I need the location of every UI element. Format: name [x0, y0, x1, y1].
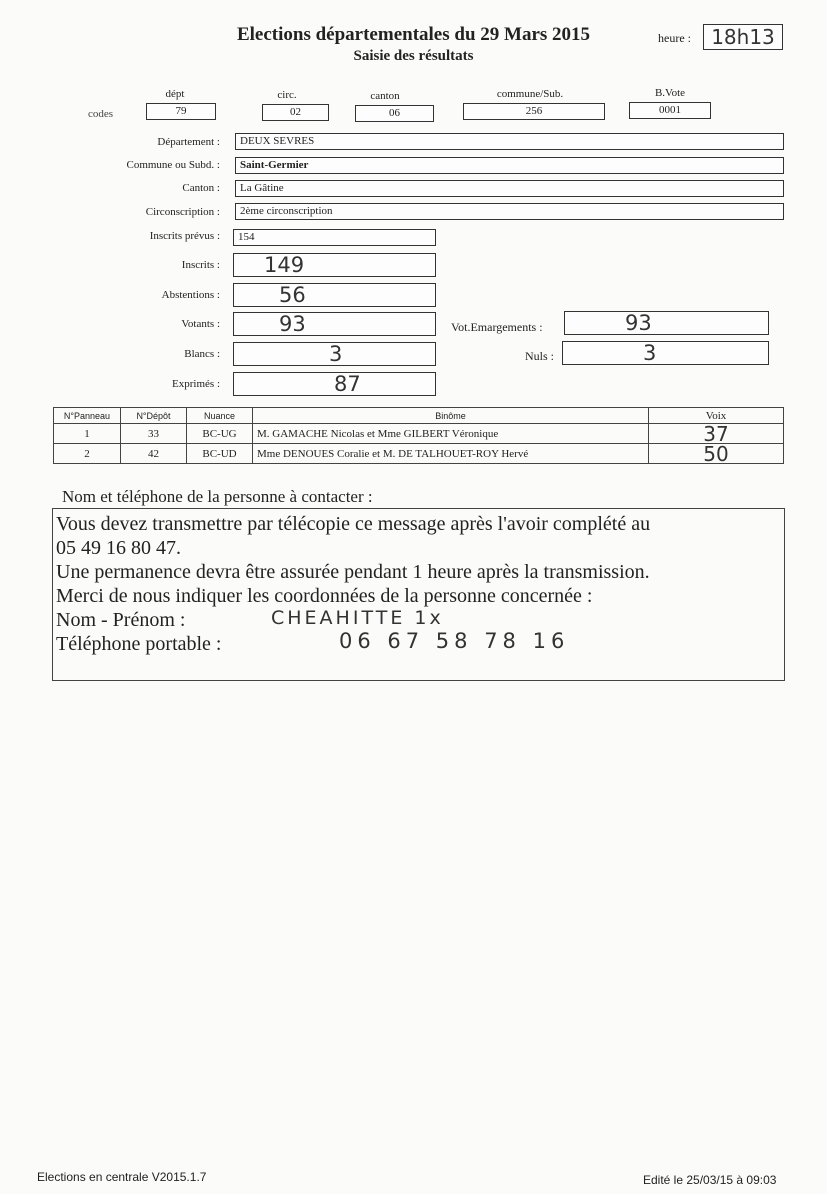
col-voix: Voix — [649, 408, 784, 424]
bvote-code-field[interactable]: 0001 — [629, 102, 711, 119]
results-table — [53, 407, 784, 464]
departement-label: Département : — [157, 136, 220, 148]
col-panneau: N°Panneau — [54, 408, 121, 424]
circonscription-label: Circonscription : — [145, 206, 220, 218]
abstentions-label: Abstentions : — [161, 289, 220, 301]
inscrits-label: Inscrits : — [181, 259, 220, 271]
commune-code-label: commune/Sub. — [496, 88, 564, 100]
row-voix[interactable]: 37 — [649, 424, 784, 444]
canton-label: Canton : — [182, 182, 220, 194]
nuls-label: Nuls : — [525, 349, 555, 363]
footer-edit-date: Edité le 25/03/15 à 09:03 — [643, 1173, 777, 1187]
row-panneau: 1 — [54, 424, 121, 444]
commune-label: Commune ou Subd. : — [126, 159, 220, 171]
emargements-label: Vot.Emargements : — [451, 320, 543, 334]
blancs-label: Blancs : — [184, 348, 220, 360]
message-line-4: Merci de nous indiquer les coordonnées de la personne concernée : — [56, 585, 593, 607]
tel-row — [56, 629, 784, 656]
row-binome: Mme DENOUES Coralie et M. DE TALHOUET-ROY Hervé — [253, 444, 649, 464]
commune-field[interactable]: Saint-Germier — [235, 157, 784, 174]
tel-label: Téléphone portable : — [56, 633, 222, 655]
heure-label: heure : — [658, 31, 691, 45]
codes-row-label: codes — [88, 108, 114, 120]
col-binome: Binôme — [253, 408, 649, 424]
col-nuance: Nuance — [187, 408, 253, 424]
row-nuance: BC-UD — [187, 444, 253, 464]
circ-code-label: circ. — [277, 89, 297, 101]
commune-code-field[interactable]: 256 — [463, 103, 605, 120]
row-depot: 33 — [121, 424, 187, 444]
inscrits-prevus-label: Inscrits prévus : — [149, 230, 220, 242]
votants-field[interactable]: 93 — [233, 312, 436, 336]
tel-value[interactable]: 06 67 58 78 16 — [339, 629, 570, 653]
canton-code-label: canton — [370, 90, 400, 102]
emargements-field[interactable]: 93 — [564, 311, 769, 335]
blancs-field[interactable]: 3 — [233, 342, 436, 366]
row-panneau: 2 — [54, 444, 121, 464]
row-nuance: BC-UG — [187, 424, 253, 444]
canton-code-field[interactable]: 06 — [355, 105, 434, 122]
table-row — [54, 424, 784, 444]
nuls-field[interactable]: 3 — [562, 341, 769, 365]
exprimes-field[interactable]: 87 — [233, 372, 436, 396]
footer-version: Elections en centrale V2015.1.7 — [37, 1170, 207, 1184]
results-header-row — [54, 408, 784, 424]
form-subtitle: Saisie des résultats — [353, 48, 474, 64]
bvote-code-label: B.Vote — [654, 87, 686, 99]
abstentions-field[interactable]: 56 — [233, 283, 436, 307]
message-line-3: Une permanence devra être assurée pendant 1 heure après la transmission. — [56, 561, 650, 583]
message-line-1: Vous devez transmettre par télécopie ce message après l'avoir complété au — [56, 513, 651, 535]
circonscription-field[interactable]: 2ème circonscription — [235, 203, 784, 220]
nom-label: Nom - Prénom : — [56, 609, 186, 631]
contact-message-box — [52, 508, 785, 681]
col-depot: N°Dépôt — [121, 408, 187, 424]
message-line-2: 05 49 16 80 47. — [56, 537, 181, 559]
votants-label: Votants : — [181, 318, 220, 330]
inscrits-field[interactable]: 149 — [233, 253, 436, 277]
dept-code-field[interactable]: 79 — [146, 103, 216, 120]
row-binome: M. GAMACHE Nicolas et Mme GILBERT Véronique — [253, 424, 649, 444]
canton-field[interactable]: La Gâtine — [235, 180, 784, 197]
heure-field[interactable]: 18h13 — [703, 24, 783, 50]
exprimes-label: Exprimés : — [172, 378, 220, 390]
table-row — [54, 444, 784, 464]
row-depot: 42 — [121, 444, 187, 464]
circ-code-field[interactable]: 02 — [262, 104, 329, 121]
row-voix[interactable]: 50 — [649, 444, 784, 464]
inscrits-prevus-field[interactable]: 154 — [233, 229, 436, 246]
contact-label: Nom et téléphone de la personne à contacter : — [62, 487, 373, 506]
form-title: Elections départementales du 29 Mars 2015 — [236, 24, 591, 45]
departement-field[interactable]: DEUX SEVRES — [235, 133, 784, 150]
nom-value[interactable]: CHEAHITTE 1x — [271, 607, 444, 629]
dept-code-label: dépt — [165, 88, 185, 100]
